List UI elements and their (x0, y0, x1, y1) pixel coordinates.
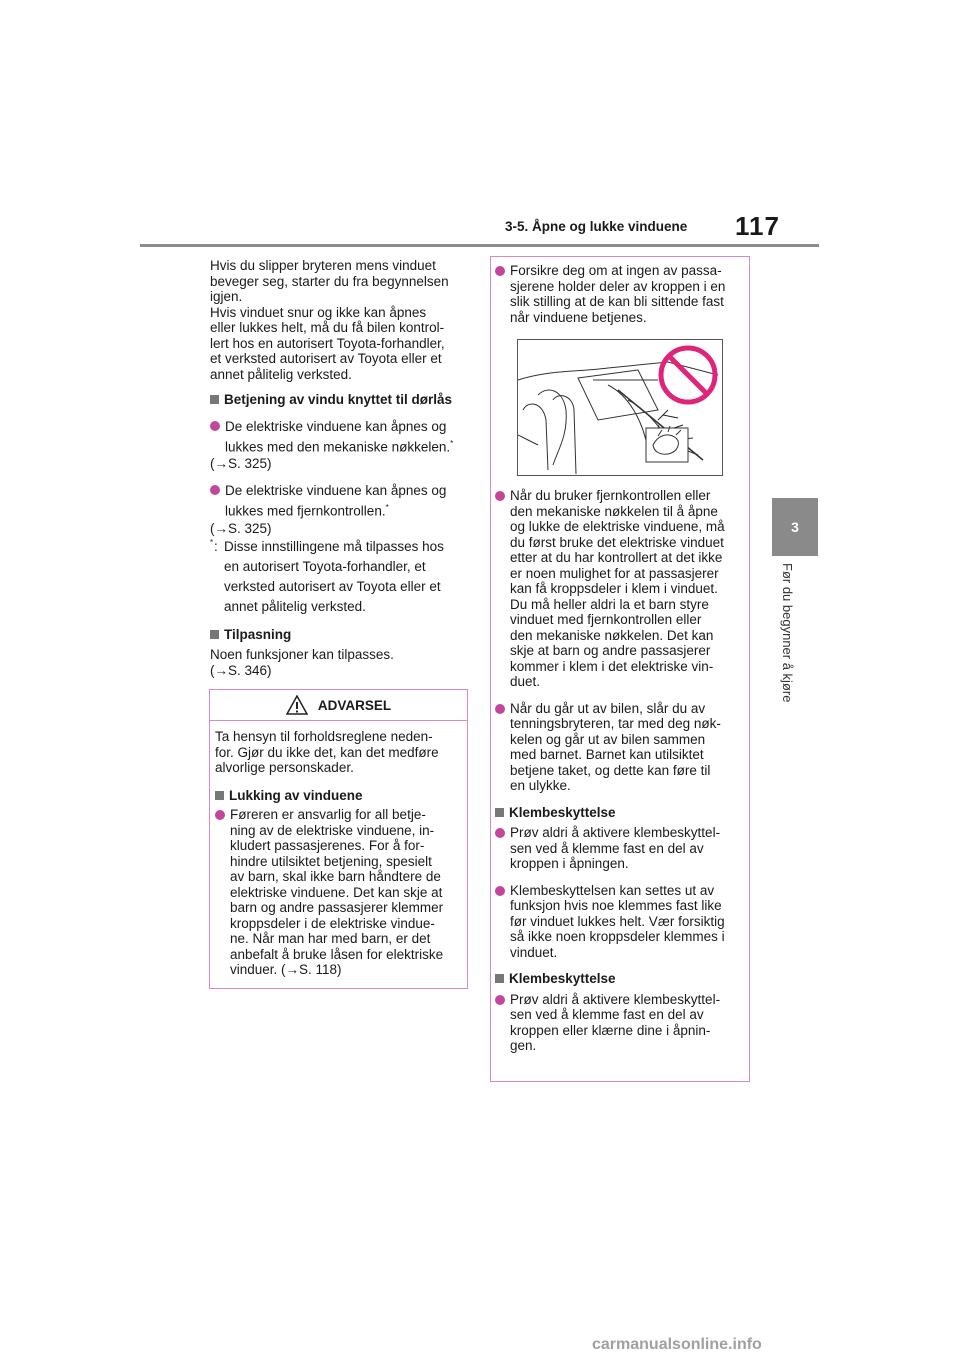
right-column-top (495, 263, 745, 325)
warning-icon (286, 695, 308, 715)
warning-box (209, 689, 468, 989)
list-item: Prøv aldri å aktivere klembeskyttel- sen ved å klemme fast en del av kroppen eller klærne dine i åpnin- gen. (495, 992, 745, 1054)
car-window-drawing (518, 340, 722, 475)
bullet-icon (495, 886, 505, 896)
square-bullet-icon (495, 974, 504, 983)
header-divider (140, 244, 819, 247)
list-item: Når du bruker fjernkontrollen eller den mekaniske nøkkelen til å åpne og lukke de elektriske vinduene, må du først bruke det elektriske vinduet etter at du har kontrollert at det ikke er noen mulighet for at passasjerer kan få kroppsdeler i klem i vinduet. Du må heller aldri la et barn styre vinduet med fjernkontrollen eller den mekaniske nøkkelen. Det kan skje at barn og andre passasjerer kommer i klem i det elektriske vin- duet. (495, 488, 745, 690)
square-bullet-icon (210, 630, 219, 639)
window-pinch-illustration (517, 339, 723, 476)
warning-header (210, 690, 467, 721)
bullet-icon (495, 995, 505, 1005)
square-bullet-icon (495, 808, 504, 817)
footer-watermark[interactable]: carmanualsonline.info (592, 1336, 762, 1353)
list-item: Føreren er ansvarlig for all betje- ning av de elektriske vinduene, in- kludert passasjerenes. For å for- hindre utilsiktet betjening, spesielt av barn, skal ikke barn håndtere de elektriske vinduene. Det kan skje at barn og andre passasjerer klemmer kroppsdeler i de elektriske vindue- ne. Når man har med barn, er det anbefalt å bruke låsen for elektriske vinduer. (→S. 118) (215, 807, 465, 978)
list-item: De elektriske vinduene kan åpnes og lukkes med fjernkontrollen.* (→S. 325) (210, 483, 447, 536)
intro-text: Hvis du slipper bryteren mens vinduet beveger seg, starter du fra begynnelsen igjen. Hvis vinduet snur og ikke kan åpnes eller lukkes helt, må du få bilen kontrol- lert hos en autorisert Toyota-forhandler, et verksted autorisert av Toyota eller et annet pålitelig verksted. (210, 258, 449, 382)
warning-title: ADVARSEL (317, 697, 392, 713)
page-number: 117 (735, 211, 780, 241)
chapter-title: Før du begynner å kjøre (780, 563, 795, 703)
bullet-icon (495, 704, 505, 714)
bullet-icon (495, 828, 505, 838)
square-bullet-icon (215, 791, 224, 800)
list-item: Klembeskyttelsen kan settes ut av funksjon hvis noe klemmes fast like før vinduet lukkes helt. Vær forsiktig så ikke noen kroppsdeler klemmes i vinduet. (495, 883, 745, 961)
heading-lukking: Lukking av vinduene (215, 788, 465, 804)
warning-intro: Ta hensyn til forholdsreglene neden- for. Gjør du ikke det, kan det medføre alvorlige personskader. (215, 729, 439, 775)
bullet-icon (495, 266, 505, 276)
tilpasning-text: Noen funksjoner kan tilpasses. (→S. 346) (210, 647, 394, 678)
heading-door-lock: Betjening av vindu knyttet til dørlås (210, 392, 472, 408)
square-bullet-icon (210, 395, 219, 404)
bullet-icon (495, 491, 505, 501)
heading-klembeskyttelse: Klembeskyttelse (495, 805, 745, 821)
heading-klembeskyttelse-2: Klembeskyttelse (495, 971, 745, 987)
list-item: Når du går ut av bilen, slår du av tenningsbryteren, tar med deg nøk- kelen og går ut av bilen sammen med barnet. Barnet kan utilsiktet betjene taket, og dette kan føre til en ulykke. (495, 701, 745, 794)
page-reference[interactable]: vinduer. (→S. 118) (230, 962, 342, 977)
warning-content (215, 729, 465, 978)
bullet-icon (210, 421, 220, 431)
page-reference[interactable]: (→S. 346) (210, 662, 272, 678)
right-column-bottom (495, 488, 745, 1054)
section-title: 3-5. Åpne og lukke vinduene (505, 219, 688, 234)
page-reference[interactable]: (→S. 325) (210, 520, 272, 536)
list-item: De elektriske vinduene kan åpnes og lukkes med den mekaniske nøkkelen.* (→S. 325) (210, 418, 454, 471)
bullet-icon (210, 485, 220, 495)
footnote: * : Disse innstillingene må tilpasses hos en autorisert Toyota-forhandler, et verksted autorisert av Toyota eller et annet pålitelig verksted. (210, 537, 444, 614)
left-column (210, 258, 472, 678)
page-reference[interactable]: (→S. 325) (210, 456, 272, 471)
list-item: Prøv aldri å aktivere klembeskyttel- sen ved å klemme fast en del av kroppen i åpningen. (495, 825, 745, 872)
heading-tilpasning: Tilpasning (210, 627, 472, 643)
chapter-tab: 3 (772, 498, 818, 556)
list-item: Forsikre deg om at ingen av passa- sjerene holder deler av kroppen i en slik stilling at de kan bli sittende fast når vinduene betjenes. (495, 263, 745, 325)
bullet-icon (215, 810, 225, 820)
